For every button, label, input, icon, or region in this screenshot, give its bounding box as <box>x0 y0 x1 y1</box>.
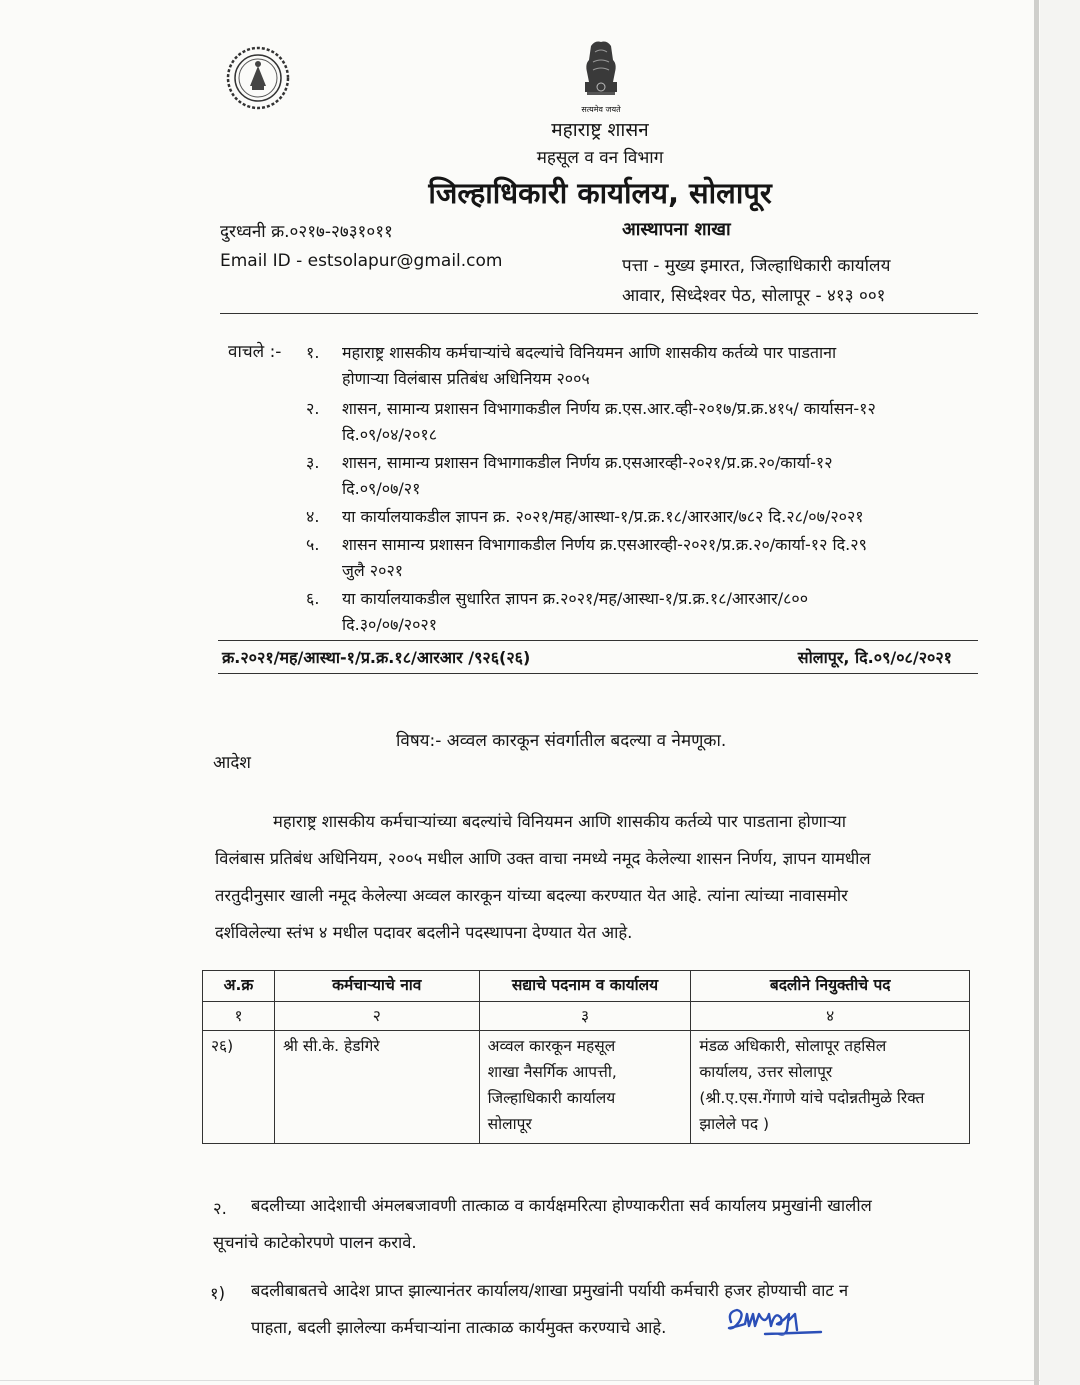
column-number: २ <box>274 1002 479 1031</box>
para2 <box>213 1187 971 1261</box>
body-line: विलंबास प्रतिबंध अधिनियम, २००५ मधील आणि उक्त वाचा नमध्ये नमूद केलेल्या शासन निर्णय, ज्ञापन यामधील <box>215 849 871 868</box>
column-number: ४ <box>691 1002 970 1031</box>
ref-number: २. <box>306 399 320 418</box>
ref-number: ४. <box>306 507 320 526</box>
new-post-line: झालेले पद ) <box>699 1115 770 1133</box>
ref-line: होणाऱ्या विलंबास प्रतिबंध अधिनियम २००५ <box>342 369 590 388</box>
ref-item <box>342 532 972 584</box>
address-line-2: आवार, सिध्देश्वर पेठ, सोलापूर - ४१३ ००१ <box>622 286 886 306</box>
order-number: क्र.२०२१/मह/आस्था-१/प्र.क्र.१८/आरआर /९२६(२६) <box>222 648 531 667</box>
column-number: १ <box>203 1002 275 1031</box>
references-label: वाचले :- <box>228 342 282 362</box>
table-row <box>203 1031 970 1144</box>
instruction-line: पाहता, बदली झालेल्या कर्मचाऱ्यांना तात्काळ कार्यमुक्त करण्याचे आहे. <box>251 1318 667 1337</box>
instruction-number: १) <box>210 1284 226 1303</box>
body-line: तरतुदीनुसार खाली नमूद केलेल्या अव्वल कारकून यांच्या बदल्या करण्यात येत आहे. त्यांना त्यांच्या नावासमोर <box>215 886 848 905</box>
ref-item <box>342 504 972 530</box>
ref-number: ६. <box>306 589 320 608</box>
para2-number: २. <box>213 1199 227 1218</box>
order-place-date: सोलापूर, दि.०९/०८/२०२१ <box>797 648 952 667</box>
ref-line: शासन, सामान्य प्रशासन विभागाकडील निर्णय क्र.एसआरव्ही-२०२१/प्र.क्र.२०/कार्या-१२ <box>342 453 833 472</box>
table-column-number-row <box>203 1002 970 1031</box>
ref-item <box>342 586 972 638</box>
current-post-line: अव्वल कारकून महसूल <box>487 1037 616 1055</box>
ref-number: १. <box>306 343 320 362</box>
column-header: कर्मचाऱ्याचे नाव <box>274 971 479 1002</box>
current-post <box>479 1031 691 1144</box>
ref-item <box>342 450 972 502</box>
ref-line: शासन सामान्य प्रशासन विभागाकडील निर्णय क्र.एसआरव्ही-२०२१/प्र.क्र.२०/कार्या-१२ दि.२९ <box>342 535 867 554</box>
order-heading: आदेश <box>213 753 251 773</box>
current-post-line: जिल्हाधिकारी कार्यालय <box>487 1089 616 1107</box>
address-line-1: पत्ता - मुख्य इमारत, जिल्हाधिकारी कार्यालय <box>622 256 891 276</box>
transfer-table <box>202 970 970 1144</box>
new-post-line: मंडळ अधिकारी, सोलापूर तहसिल <box>699 1037 887 1055</box>
ref-number: ५. <box>306 535 320 554</box>
header-divider <box>220 313 978 314</box>
new-post <box>691 1031 970 1144</box>
page-shadow-edge <box>1034 0 1039 1385</box>
maharashtra-seal-icon <box>226 46 290 110</box>
ref-item <box>342 396 972 448</box>
table-header-row <box>203 971 970 1002</box>
subject-line: विषय:- अव्वल कारकून संवर्गातील बदल्या व नेमणूका. <box>396 731 727 751</box>
ref-line: दि.०९/०७/२१ <box>342 479 421 498</box>
body-line: दर्शविलेल्या स्तंभ ४ मधील पदावर बदलीने पदस्थापना देण्यात येत आहे. <box>215 923 633 942</box>
column-header: सद्याचे पदनाम व कार्यालय <box>479 971 691 1002</box>
emblem-motto: सत्यमेव जयते <box>581 105 621 114</box>
current-post-line: शाखा नैसर्गिक आपत्ती, <box>487 1063 617 1081</box>
ref-line: दि.३०/०७/२०२१ <box>342 615 438 634</box>
column-number: ३ <box>479 1002 691 1031</box>
order-meta-top-rule <box>218 640 978 641</box>
ref-line: महाराष्ट्र शासकीय कर्मचाऱ्यांचे बदल्यांचे विनियमन आणि शासकीय कर्तव्ये पार पाडताना <box>342 343 837 362</box>
instruction-line: बदलीबाबतचे आदेश प्राप्त झाल्यानंतर कार्यालय/शाखा प्रमुखांनी पर्यायी कर्मचारी हजर होण्याची वाट न <box>251 1281 849 1300</box>
ref-line: शासन, सामान्य प्रशासन विभागाकडील निर्णय क्र.एस.आर.व्ही-२०१७/प्र.क्र.४१५/ कार्यासन-१२ <box>342 399 876 418</box>
handwritten-signature-icon <box>725 1300 825 1340</box>
page-bottom-edge <box>0 1380 1040 1381</box>
phone-number: दुरध्वनी क्र.०२१७-२७३१०११ <box>220 222 393 242</box>
ref-line: या कार्यालयाकडील सुधारित ज्ञापन क्र.२०२१/मह/आस्था-१/प्र.क्र.१८/आरआर/८०० <box>342 589 809 608</box>
email-id: Email ID - estsolapur@gmail.com <box>220 251 503 271</box>
new-post-line: कार्यालय, उत्तर सोलापूर <box>699 1063 833 1081</box>
order-meta-bottom-rule <box>218 673 978 674</box>
instruction-1 <box>251 1272 969 1346</box>
header-govt: महाराष्ट्र शासन <box>551 119 649 141</box>
serial-number: २६) <box>203 1031 275 1144</box>
ref-item <box>342 340 972 392</box>
current-post-line: सोलापूर <box>487 1115 532 1133</box>
ref-number: ३. <box>306 453 320 472</box>
header-department: महसूल व वन विभाग <box>536 148 664 168</box>
ref-line: जुलै २०२१ <box>342 561 404 580</box>
para2-line: बदलीच्या आदेशाची अंमलबजावणी तात्काळ व कार्यक्षमरित्या होण्याकरीता सर्व कार्यालय प्रमुखांनी खालील <box>251 1196 872 1215</box>
header-office: जिल्हाधिकारी कार्यालय, सोलापूर <box>428 176 772 210</box>
employee-name: श्री सी.के. हेडगिरे <box>274 1031 479 1144</box>
branch-name: आस्थापना शाखा <box>622 219 731 240</box>
para2-line: सूचनांचे काटेकोरपणे पालन करावे. <box>213 1233 417 1252</box>
new-post-line: (श्री.ए.एस.गेंगाणे यांचे पदोन्नतीमुळे रिक्त <box>699 1089 925 1107</box>
ref-line: दि.०९/०४/२०१८ <box>342 425 438 444</box>
body-line: महाराष्ट्र शासकीय कर्मचाऱ्यांच्या बदल्यांचे विनियमन आणि शासकीय कर्तव्ये पार पाडताना होणाऱ्या <box>273 812 846 831</box>
body-paragraph <box>215 803 973 951</box>
column-header: अ.क्र <box>203 971 275 1002</box>
column-header: बदलीने नियुक्तीचे पद <box>691 971 970 1002</box>
ref-line: या कार्यालयाकडील ज्ञापन क्र. २०२१/मह/आस्था-१/प्र.क्र.१८/आरआर/७८२ दि.२८/०७/२०२१ <box>342 507 864 526</box>
